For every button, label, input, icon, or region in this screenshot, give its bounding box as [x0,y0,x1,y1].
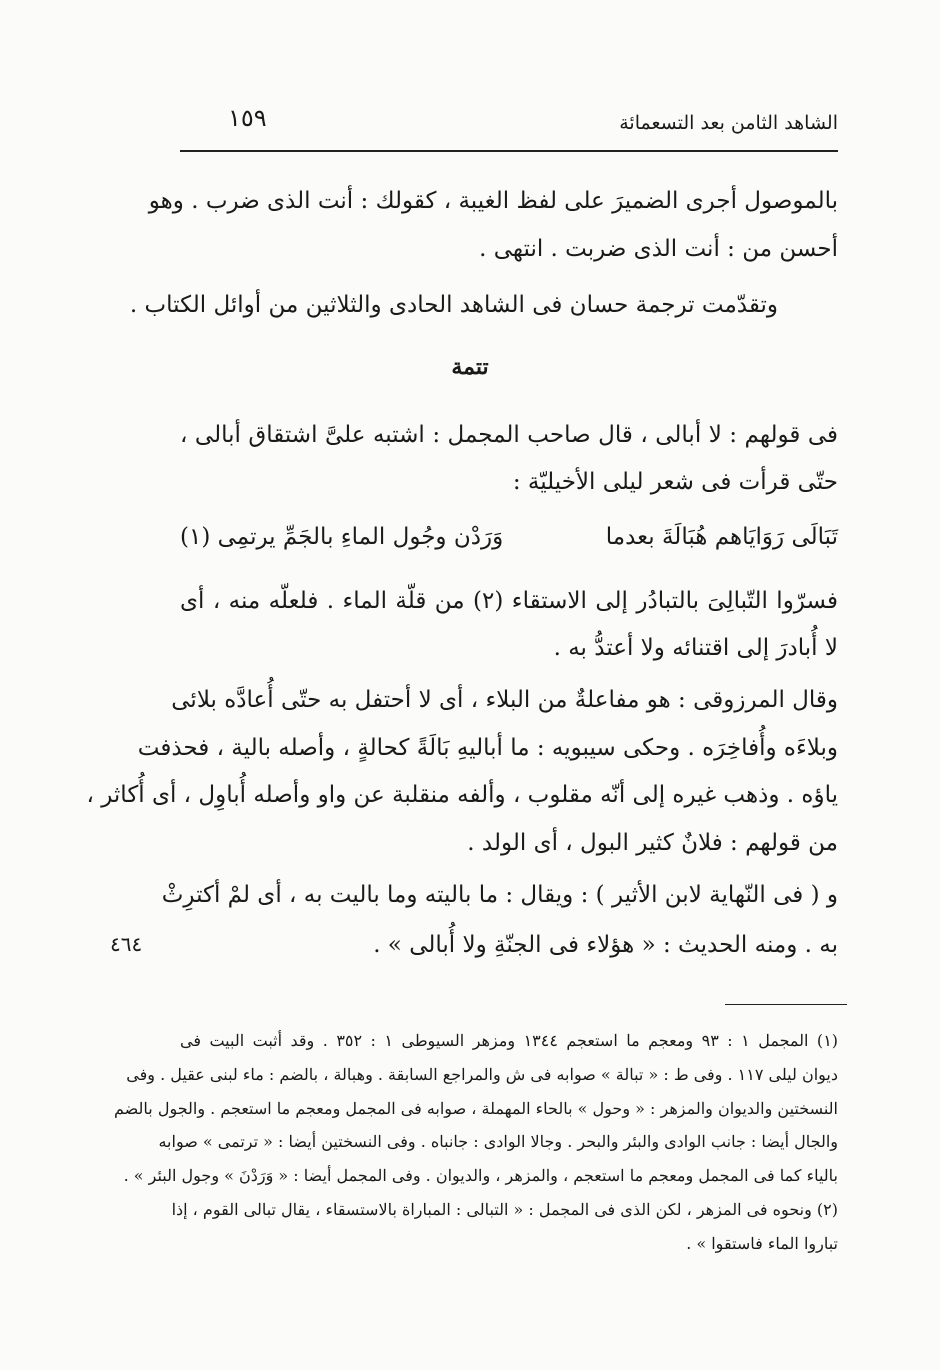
margin-page-number: ٤٦٤ [110,932,143,956]
footnote-line: والجال أيضا : جانب الوادى والبئر والبحر . وجالا الوادى : جانباه . وفى النسختين أيضا : « ترتمى » صوابه [158,1132,838,1151]
text-line: به . ومنه الحديث : « هؤلاء فى الجنّةِ ولا أُبالى » . [373,932,838,958]
text-line: وقال المرزوقى : هو مفاعلةٌ من البلاء ، أى لا أحتفل به حتّى أُعادَّه بلائى [171,687,838,713]
footnote-rule [725,1004,847,1005]
verse-second-hemistich: وَرَدْن وجُول الماءِ بالجَمِّ يرتمِى (١) [180,524,504,550]
text-line: و ( فى النّهاية لابن الأثير ) : ويقال : ما باليته وما باليت به ، أى لمْ أكترِثْ [161,882,838,908]
poetry-verse [180,524,838,558]
text-line: أحسن من : أنت الذى ضربت . انتهى . [479,236,838,262]
footnote-line: ديوان ليلى ١١٧ . وفى ط : « تبالة » صوابه فى ش والمراجع السابقة . وهبالة ، بالضم : ماء لبنى عقيل . وفى [126,1065,838,1084]
section-heading: تتمة [451,354,489,380]
text-line: بالموصول أجرى الضميرَ على لفظ الغيبة ، كقولك : أنت الذى ضرب . وهو [148,188,838,214]
verse-first-hemistich: تَبَالَى رَوَايَاهم هُبَالَةَ بعدما [605,524,838,550]
footnote-line: (١) المجمل ١ : ٩٣ ومعجم ما استعجم ١٣٤٤ ومزهر السيوطى ١ : ٣٥٢ . وقد أثبت البيت فى [180,1031,839,1050]
text-line: فى قولهم : لا أبالى ، قال صاحب المجمل : اشتبه علىَّ اشتقاق أبالى ، [180,422,838,448]
footnote-line: (٢) ونحوه فى المزهر ، لكن الذى فى المجمل : « التبالى : المباراة بالاستسقاء ، يقال تبالى القوم ، إذا [171,1200,838,1219]
text-line: وتقدّمت ترجمة حسان فى الشاهد الحادى والثلاثين من أوائل الكتاب . [129,292,778,318]
text-line: فسرّوا التّبالِىَ بالتبادُر إلى الاستقاء (٢) من قلّة الماء . فلعلّه منه ، أى [180,588,838,614]
text-line: حتّى قرأت فى شعر ليلى الأخيليّة : [512,469,838,495]
footnote-line: تباروا الماء فاستقوا » . [686,1234,838,1253]
text-line: لا أُبادرَ إلى اقتنائه ولا أعتدُّ به . [553,635,838,661]
text-line: ياؤه . وذهب غيره إلى أنّه مقلوب ، وألفه منقلبة عن واو وأصله أُباوِل ، أى أُكاثر ، [86,782,838,808]
page-number: ١٥٩ [228,104,267,132]
footnote-line: بالياء كما فى المجمل ومعجم ما استعجم ، والمزهر ، والديوان . وفى المجمل أيضا : « وَرَدْنَ » وجول البئر » . [123,1166,838,1185]
text-line: وبلاءَه وأُفاخِرَه . وحكى سيبويه : ما أباليهِ بَالَةً كحالةٍ ، وأصله بالية ، فحذفت [137,735,838,761]
header-rule [180,150,838,152]
text-line: من قولهم : فلانٌ كثير البول ، أى الولد . [467,830,838,856]
running-title: الشاهد الثامن بعد التسعمائة [619,112,838,134]
running-header [180,104,838,148]
footnote-line: النسختين والديوان والمزهر : « وحول » بالحاء المهملة ، صوابه فى المجمل ومعجم ما استعجم . والجول بالضم [114,1099,838,1118]
